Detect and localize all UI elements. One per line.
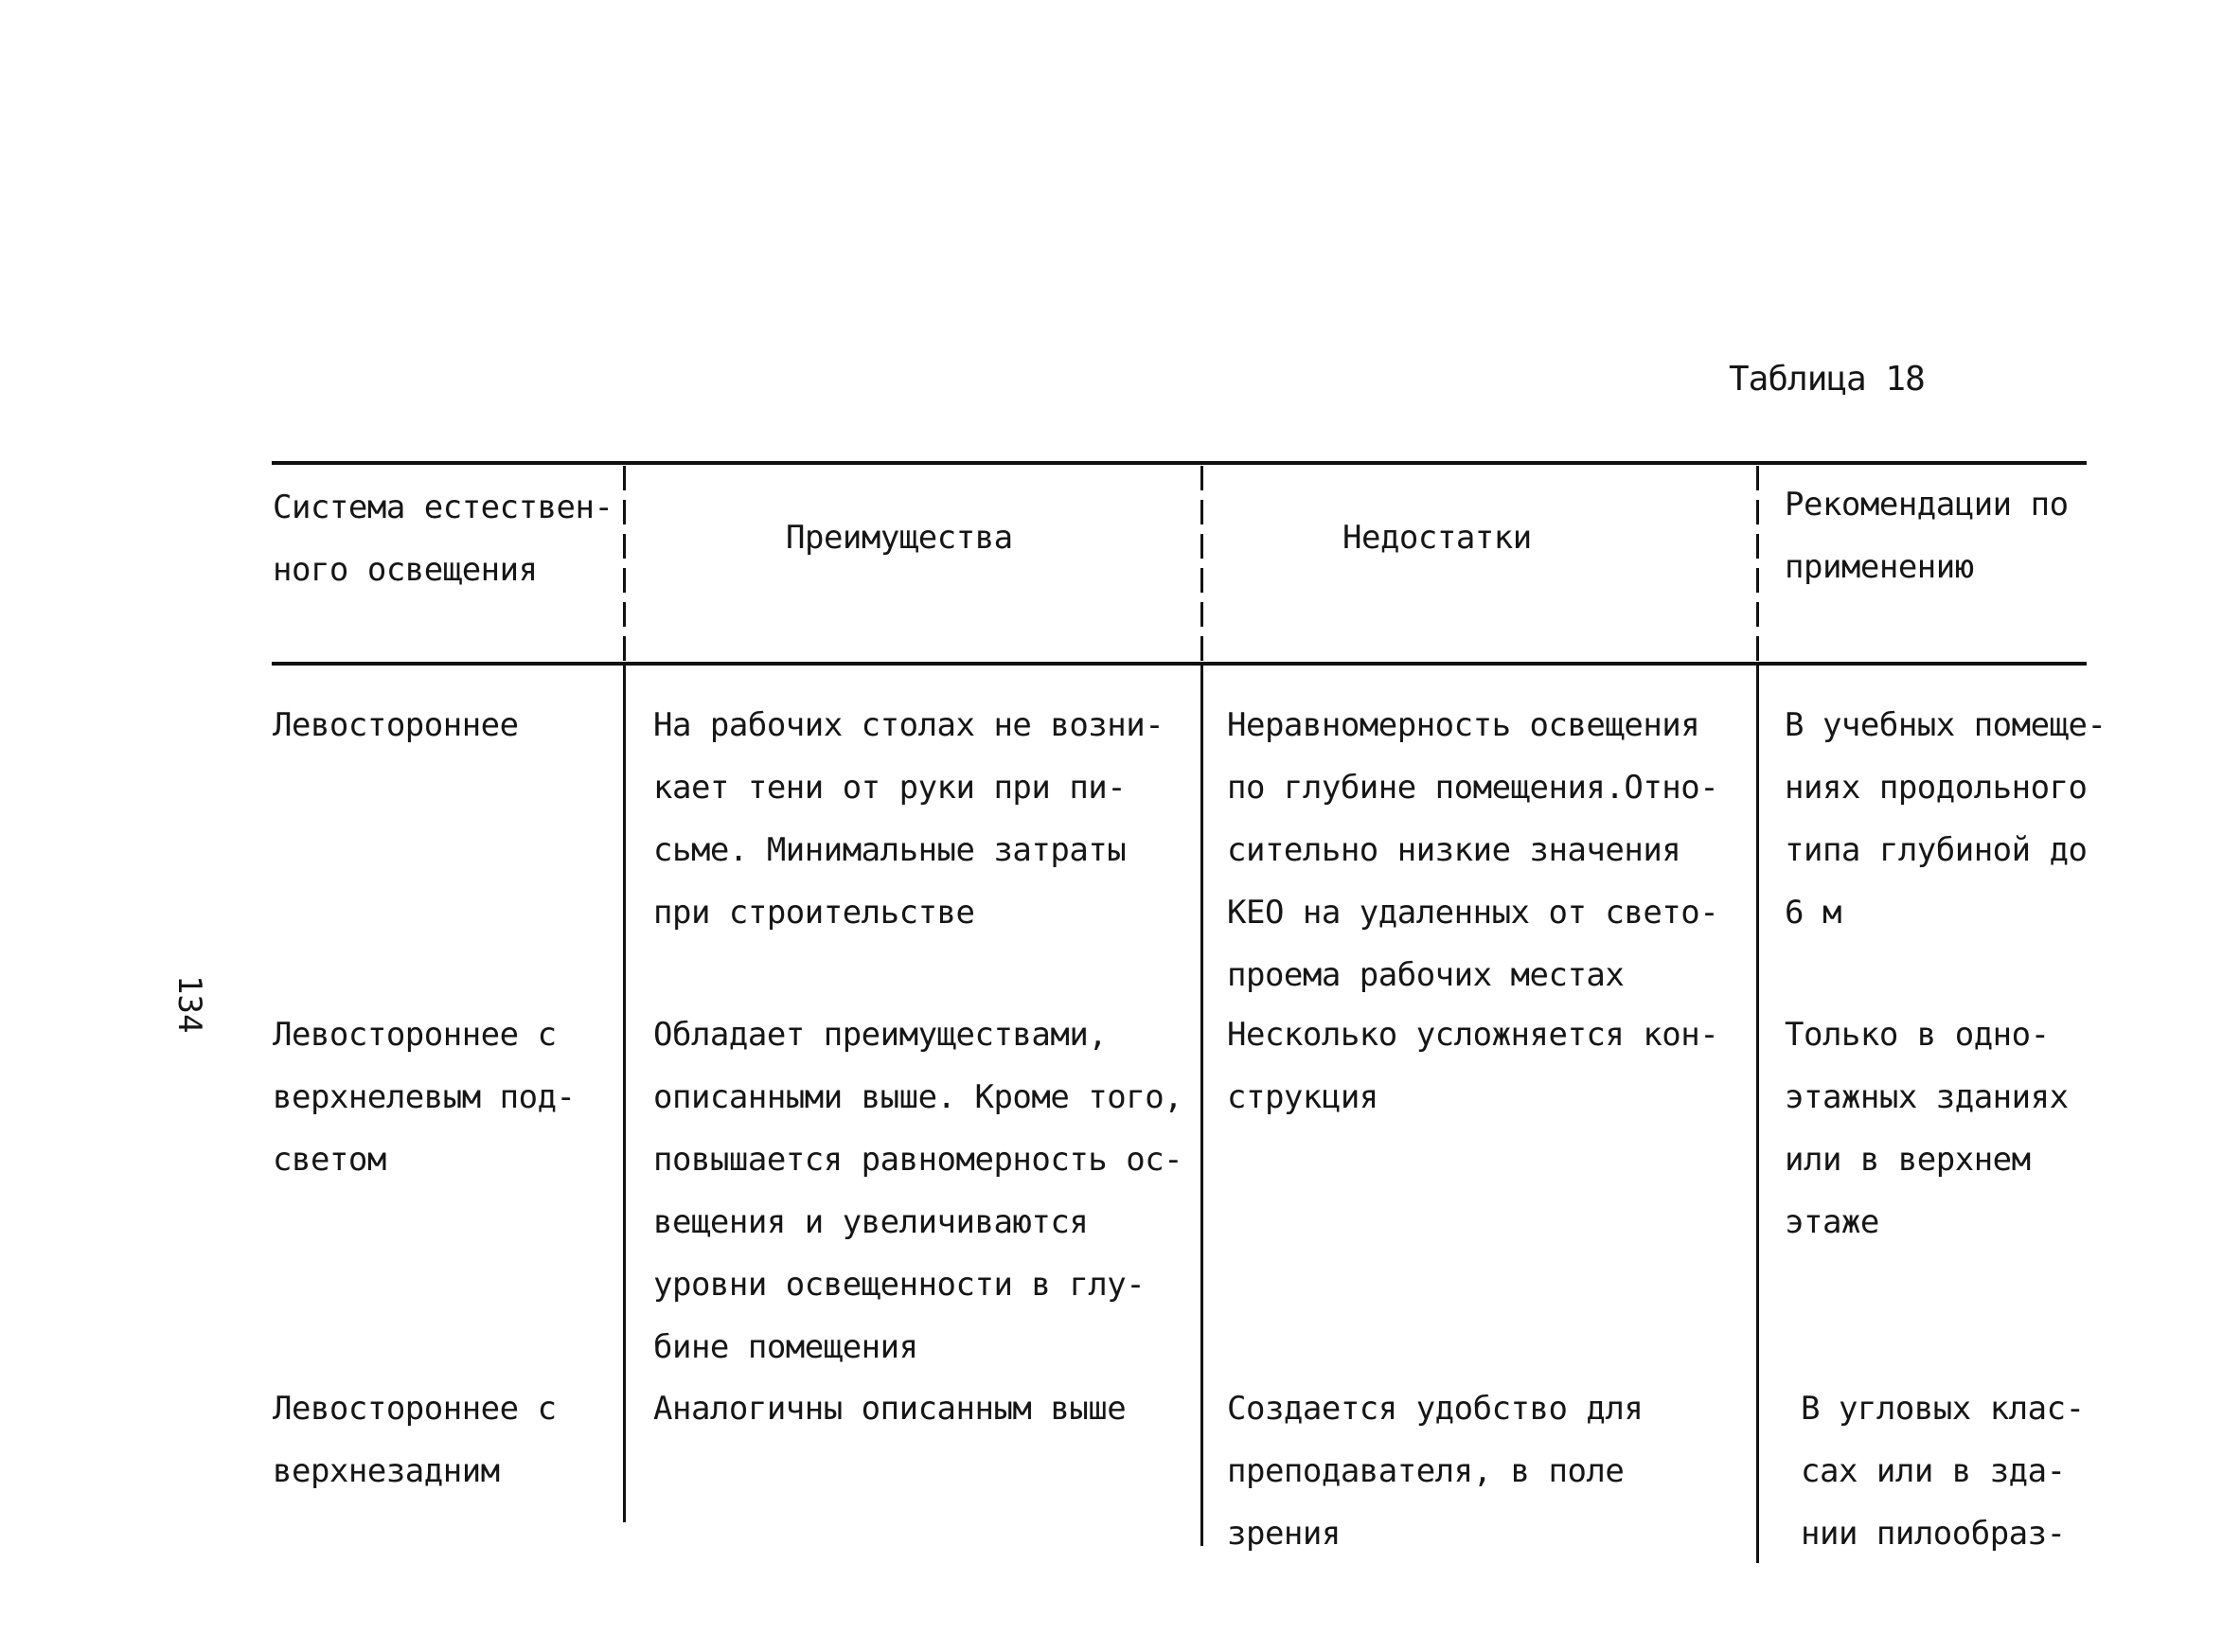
table-header-rule [272, 662, 2087, 666]
row-3-system: Левостороннее с верхнезадним [273, 1390, 557, 1490]
row-2-recommendations: Только в одно- этажных зданиях или в верхнем этаже [1785, 1016, 2069, 1241]
row-1-advantages: На рабочих столах не возни- кает тени от руки при пи- сьме. Минимальные затраты при строительстве [653, 706, 1164, 932]
row-3-recommendations: В угловых клас- сах или в зда- нии пилообраз- [1801, 1390, 2085, 1553]
row-1-system: Левостороннее [273, 706, 519, 744]
column-divider-3-header [1756, 466, 1759, 663]
table-top-rule [272, 461, 2087, 465]
row-3-disadvantages: Создается удобство для преподавателя, в поле зрения [1227, 1390, 1644, 1553]
row-1-disadvantages: Неравномерность освещения по глубине помещения.Отно- сительно низкие значения КЕО на удаленных от свето- проема рабочих местах [1227, 706, 1719, 994]
column-divider-1-header [623, 466, 626, 663]
row-3-advantages: Аналогичны описанным выше [653, 1390, 1127, 1428]
row-2-disadvantages: Несколько усложняется кон- струкция [1227, 1016, 1719, 1116]
page-number: 134 [170, 975, 208, 1034]
column-divider-2-header [1200, 466, 1203, 663]
table-label: Таблица 18 [1729, 360, 1925, 399]
header-recommendations: Рекомендации по применению [1785, 486, 2069, 586]
row-2-system: Левостороннее с верхнелевым под- светом [273, 1016, 576, 1179]
row-1-recommendations: В учебных помеще- ниях продольного типа глубиной до 6 м [1785, 706, 2107, 932]
header-system: Система естествен- ного освещения [273, 488, 613, 589]
column-divider-1 [623, 666, 626, 1522]
header-disadvantages: Недостатки [1342, 519, 1532, 557]
header-advantages: Преимущества [786, 519, 1013, 557]
column-divider-3 [1756, 666, 1759, 1563]
row-2-advantages: Обладает преимуществами, описанными выше. Кроме того, повышается равномерность ос- вещения и увеличиваются уровни освещенности в глу- бине помещения [653, 1016, 1183, 1366]
column-divider-2 [1200, 666, 1203, 1546]
